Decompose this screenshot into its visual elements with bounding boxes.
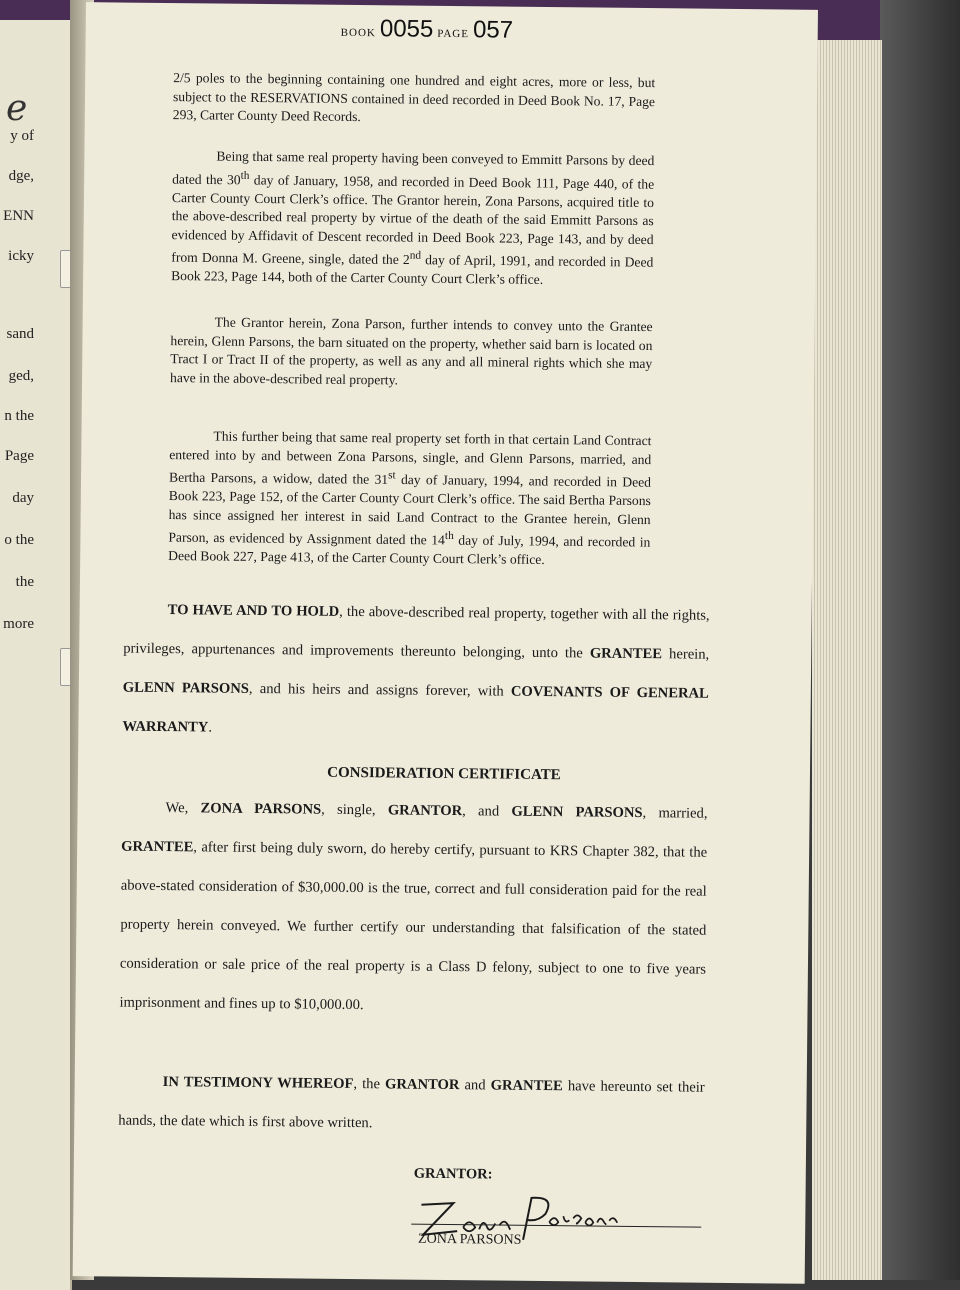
- page-number: 057: [472, 16, 514, 44]
- book-number: 0055: [379, 15, 434, 43]
- paragraph-text: day of January, 1994, and recorded in Deed Book 223, Page 152, of the Carter County Court Clerk’s office. The said Bertha Parsons has since assigned her interest in said Land Contract to the Grantee herein, Glenn Parson, as evidenced by Assignment dated the 14: [168, 471, 652, 548]
- clause-text: and: [459, 1077, 491, 1094]
- grantor-term: GRANTOR: [384, 1076, 460, 1094]
- grantor-name: ZONA PARSONS: [200, 800, 322, 818]
- left-page-text: n the: [4, 408, 34, 424]
- left-page-text: y of: [10, 128, 34, 144]
- paragraph-barn-mineral-rights: [170, 313, 653, 392]
- paragraph-text: day of July, 1994, and recorded in Deed Book 227, Page 413, of the Carter County Court Clerk’s office.: [168, 532, 651, 568]
- clause-text: , the above-described real property, together with all the rights, privileges, appurtenances and improvements thereunto belonging, unto the: [123, 603, 710, 662]
- grantor-printed-name: ZONA PARSONS: [418, 1231, 522, 1248]
- left-page-text: day: [12, 490, 34, 506]
- grantor-term: GRANTOR: [387, 802, 463, 820]
- paragraph-text: This further being that same real property set forth in that certain Land Contract entered into by and between Zona Parsons, single, and Glenn Parsons, married, and Bertha Parsons, a widow, dated the 31: [168, 428, 652, 487]
- clause-text: have hereunto set their hands, the date which is first above written.: [118, 1078, 705, 1132]
- left-page-text: ged,: [8, 368, 34, 384]
- habendum-clause: [122, 591, 710, 753]
- left-page-text: ENN: [3, 208, 34, 224]
- grantee-name: GLENN PARSONS: [122, 679, 250, 697]
- paragraph-land-contract: [168, 427, 651, 571]
- paragraph-text: day of January, 1958, and recorded in Deed Book 111, Page 440, of the Carter County Court Clerk’s office. The Grantor herein, Zona Parsons, acquired title to the above-described real property by virtue of the death of the said Emmitt Parsons as evidenced by Affidavit of Descent recorded in Deed Book 223, Page 143, and by deed from Donna M. Greene, single, dated the 2: [171, 171, 655, 268]
- testimony-clause: [118, 1063, 705, 1147]
- clause-text: , the: [353, 1076, 386, 1093]
- backdrop-right: [880, 0, 960, 1280]
- left-page-text: o the: [4, 532, 34, 548]
- page-edges: [812, 40, 882, 1280]
- paragraph-text: day of April, 1991, and recorded in Deed Book 223, Page 144, both of the Carter County Court Clerk’s office.: [171, 252, 654, 288]
- clause-text: , after first being duly sworn, do hereby certify, pursuant to KRS Chapter 382, that the above-stated consideration of $30,000.00 is the true, correct and full consideration paid for the real property herein conveyed. We further certify our understanding that falsification of the stated consideration or sale price of the real property is a Class D felony, subject to one to five years imprisonment and fines up to $10,000.00.: [119, 839, 708, 1014]
- clause-lead: IN TESTIMONY WHEREOF: [162, 1074, 354, 1093]
- paragraph-text: Being that same real property having been conveyed to Emmitt Parsons by deed dated the 30: [172, 148, 655, 187]
- book-label: BOOK: [340, 26, 376, 40]
- ordinal-suffix: st: [388, 469, 396, 482]
- paragraph-prior-conveyance: [171, 147, 654, 291]
- grantee-term: GRANTEE: [490, 1077, 563, 1095]
- clause-text: , and: [462, 803, 512, 820]
- grantee-term: GRANTEE: [589, 645, 663, 663]
- left-page-text: icky: [8, 248, 34, 264]
- left-page-text: dge,: [8, 168, 34, 184]
- left-page-text: the: [15, 574, 34, 590]
- paragraph-text: The Grantor herein, Zona Parson, further intends to convey unto the Grantee herein, Glenn Parsons, the barn situated on the property, whether said barn is located on Tract I or Tract II of the property, as well as any and all mineral rights which she may have in the above-described real property.: [170, 314, 653, 387]
- grantee-term: GRANTEE: [121, 838, 194, 856]
- ordinal-suffix: nd: [409, 249, 422, 262]
- left-page-text: sand: [6, 326, 34, 342]
- clause-text: , single,: [321, 801, 388, 819]
- left-page-text: Page: [4, 448, 34, 464]
- clause-text: We,: [165, 800, 201, 817]
- book-page-stamp: [341, 15, 514, 45]
- left-page-handwriting: e: [6, 88, 28, 129]
- left-page-text: more: [3, 616, 34, 632]
- consideration-heading: CONSIDERATION CERTIFICATE: [327, 764, 561, 784]
- ordinal-suffix: th: [444, 529, 454, 543]
- deed-page: [73, 2, 818, 1284]
- ordinal-suffix: th: [240, 169, 250, 182]
- clause-text: herein,: [661, 646, 710, 663]
- page-label: PAGE: [437, 27, 470, 41]
- clause-text: , married,: [642, 805, 708, 822]
- consideration-certificate: [119, 789, 707, 1029]
- clause-lead: TO HAVE AND TO HOLD: [167, 602, 340, 620]
- paragraph-text: 2/5 poles to the beginning containing one hundred and eight acres, more or less, but subject to the RESERVATIONS contained in deed recorded in Deed Book No. 17, Page 293, Carter County Deed Records.: [172, 70, 656, 125]
- covenants-term: COVENANTS OF GENERAL WARRANTY: [122, 683, 709, 736]
- clause-text: .: [208, 719, 213, 736]
- paragraph-boundary: [173, 69, 656, 130]
- signature-label: GRANTOR:: [413, 1165, 493, 1183]
- clause-text: , and his heirs and assigns forever, with: [248, 680, 512, 700]
- grantee-name: GLENN PARSONS: [511, 803, 643, 822]
